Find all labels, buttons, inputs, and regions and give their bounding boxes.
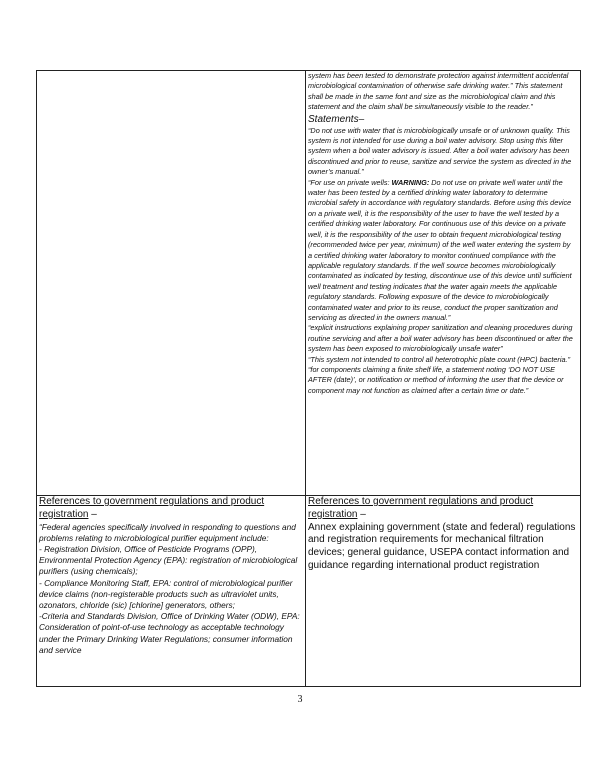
statement-boil-water: “Do not use with water that is microbiologically unsafe or of unknown quality. This system is not intended for use during a boil water advisory. Stop using this filter system when a boil water advisory is issued. After a boil water advisory has been discontinued and prior to reuse, sanitize and service the system as directed in the owner’s manual.” (308, 125, 572, 177)
warning-label: WARNING: (391, 177, 430, 187)
right-references-heading (308, 496, 576, 522)
bottom-left-cell (37, 496, 306, 687)
table-row (37, 496, 581, 687)
left-references-item-opp: - Registration Division, Office of Pesticide Programs (OPP), Environmental Protection Agency (EPA): registration of microbiological purifiers (using chemicals); (39, 544, 298, 577)
left-references-intro: “Federal agencies specifically involved in responding to questions and problems relating to microbiological purifier equipment include: (39, 521, 296, 543)
statement-sanitization: “explicit instructions explaining proper sanitization and cleaning procedures during routine servicing and after a boil water advisory has been discontinued or after the system has been exposed to microbiologically unsafe water” (308, 323, 573, 354)
right-heading-registration: registration (308, 508, 358, 520)
right-heading-line1: References to government regulations and product (308, 496, 534, 507)
statements-heading: Statements– (308, 113, 365, 125)
statement-hpc-bacteria: “This system not intended to control all heterotrophic plate count (HPC) bacteria.” (308, 354, 571, 364)
private-wells-text: Do not use on private well water until the water has been tested by a certified drinking water laboratory to determine microbial safety in accordance with regulatory standards. Before using this device on a private well, it is the responsibility of the user to have the well tested by a certified drinking water laboratory. For continuous use of this device on a private well, it is the responsibility of the user to obtain frequent microbiological testing (recommended twice per year, minimum) of the well water entering the system by a certified drinking water laboratory to monitor continued compliance with the applicable regulatory standards. If the well source becomes microbiologically contaminated as indicated by testing, discontinue use of this device until sufficient well treatment and testing indicates that the water again meets the applicable regulatory standards. Following exposure of the device to microbiologically contaminated water and prior to its reuse, conduct the proper sanitization and servicing as directed in the owners manual.” (308, 177, 572, 322)
left-references-item-odw: -Criteria and Standards Division, Office of Drinking Water (ODW), EPA: Consideration of point-of-use technology as acceptable technology under the Primary Drinking Water Regulations; consumer information and service (39, 611, 300, 655)
right-heading-dash: – (357, 508, 366, 520)
top-left-cell-empty (37, 71, 306, 496)
top-right-cell (306, 71, 581, 496)
right-references-body: Annex explaining government (state and federal) regulations and registration requirements for mechanical filtration devices; general guidance, USEPA contact information and guidance regarding international product registration (308, 521, 576, 571)
left-heading-dash: – (88, 508, 97, 520)
requirements-table (36, 70, 581, 687)
left-heading-registration: registration (39, 508, 89, 520)
left-references-heading (39, 496, 301, 522)
intro-statement: system has been tested to demonstrate protection against intermittent accidental microbiological contamination of otherwise safe drinking water.” This statement shall be made in the same font and size as the microbiological claim and this statement and the claim shall be simultaneously visible to the reader.” (308, 71, 569, 112)
page-number: 3 (297, 694, 303, 705)
left-heading-line1: References to government regulations and product (39, 496, 265, 507)
table-row (37, 71, 581, 496)
left-references-item-compliance: - Compliance Monitoring Staff, EPA: control of microbiological purifier device claims (non-registerable products such as ultraviolet units, ozonators, chloride (sic) [chlorine] generators, others; (39, 577, 293, 611)
statement-private-wells (308, 178, 576, 324)
bottom-right-cell (306, 496, 581, 687)
private-wells-prefix: “For use on private wells: (308, 177, 392, 187)
statement-shelf-life: “for components claiming a finite shelf life, a statement noting ‘DO NOT USE AFTER (date)’, or notification or method of informing the user that the device or component may not function as claimed after a certain time or date.” (308, 364, 564, 395)
